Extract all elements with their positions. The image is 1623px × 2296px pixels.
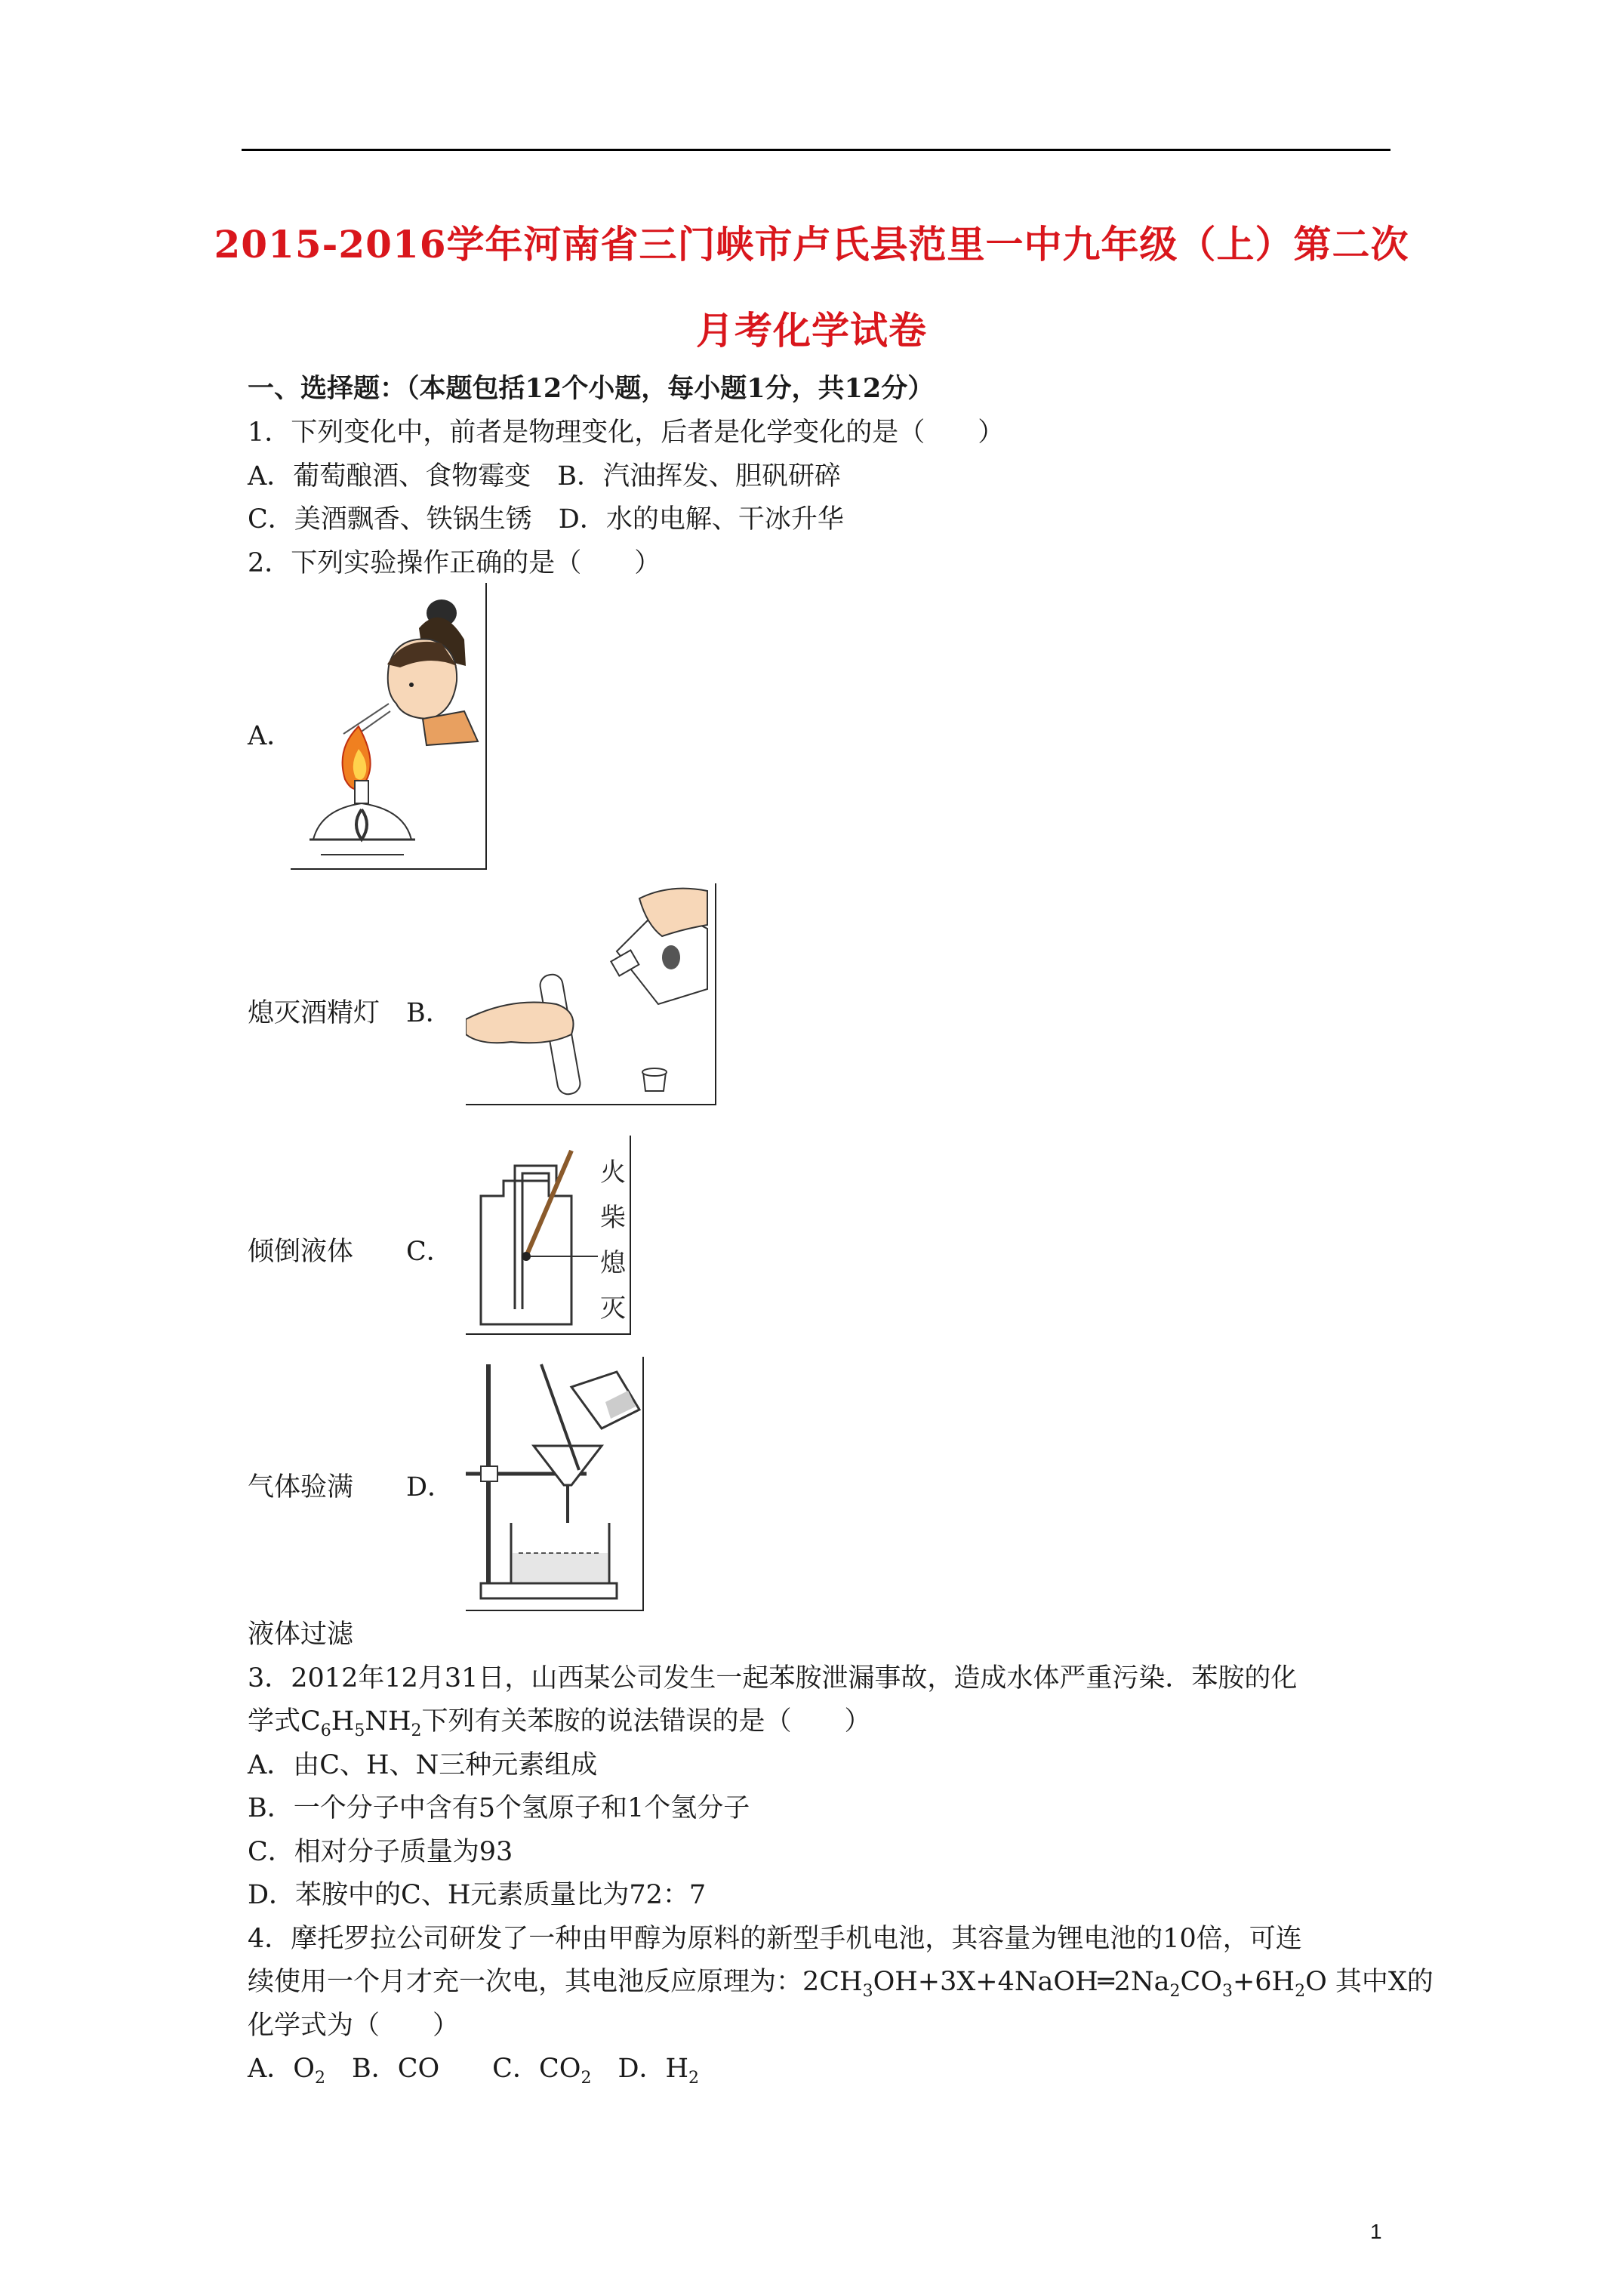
figure-c-char-4: 灭 xyxy=(600,1293,626,1324)
q4-options: A．$O_2$ B．CO C．$CO_2$ D．$H_2$ xyxy=(248,2054,700,2088)
q3-stem-line1: 3．2012年12月31日，山西某公司发生一起苯胺泄漏事故，造成水体严重污染．苯胺的化 xyxy=(248,1663,1298,1693)
q4-stem-line2: 续使用一个月才充一次电，其电池反应原理为：$2CH_3OH+3X+4NaOH═2Na_2CO_3+6H_2O$ 其中X的 xyxy=(248,1967,1434,2001)
figure-gas-check xyxy=(466,1136,631,1335)
q3-option-d: D．苯胺中的C、H元素质量比为72：7 xyxy=(248,1880,707,1910)
figure-c-char-2: 柴 xyxy=(600,1203,626,1233)
figure-c-char-1: 火 xyxy=(600,1157,626,1188)
q3-option-c: C．相对分子质量为93 xyxy=(248,1837,513,1867)
q2-stem: 2．下列实验操作正确的是（ ） xyxy=(248,548,661,578)
figure-pouring-liquid xyxy=(466,883,716,1105)
figure-c-char-3: 熄 xyxy=(600,1248,626,1278)
figure-filtration xyxy=(466,1357,644,1611)
section-heading: 一、选择题：（本题包括12个小题，每小题1分，共12分） xyxy=(248,373,935,404)
document-title-line1: 2015-2016学年河南省三门峡市卢氏县范里一中九年级（上）第二次 xyxy=(214,222,1409,267)
q1-options-ab: A．葡萄酿酒、食物霉变 B．汽油挥发、胆矾研碎 xyxy=(248,461,841,492)
q2-caption-d: 液体过滤 xyxy=(248,1620,354,1650)
q3-option-a: A．由C、H、N三种元素组成 xyxy=(248,1750,598,1780)
q2-label-a: A． xyxy=(248,721,294,751)
q4-stem-line3: 化学式为（ ） xyxy=(248,2011,460,2041)
q1-stem: 1．下列变化中，前者是物理变化，后者是化学变化的是（ ） xyxy=(248,418,1005,448)
q3-stem-line2: 学式$C_6H_5NH_2$下列有关苯胺的说法错误的是（ ） xyxy=(248,1706,871,1740)
q2-caption-a-label-b: 熄灭酒精灯 B． xyxy=(248,998,452,1028)
document-title-line2: 月考化学试卷 xyxy=(696,308,927,353)
q3-option-b: B．一个分子中含有5个氢原子和1个氢分子 xyxy=(248,1793,750,1823)
q4-stem-line1: 4．摩托罗拉公司研发了一种由甲醇为原料的新型手机电池，其容量为锂电池的10倍，可连 xyxy=(248,1924,1302,1954)
page-number: 1 xyxy=(1370,2220,1382,2243)
q1-options-cd: C．美酒飘香、铁锅生锈 D．水的电解、干冰升华 xyxy=(248,504,844,535)
figure-alcohol-lamp xyxy=(291,583,487,870)
header-rule xyxy=(242,149,1390,151)
q2-caption-c-label-d: 气体验满 D． xyxy=(248,1472,454,1502)
q2-caption-b-label-c: 倾倒液体 C． xyxy=(248,1237,453,1267)
